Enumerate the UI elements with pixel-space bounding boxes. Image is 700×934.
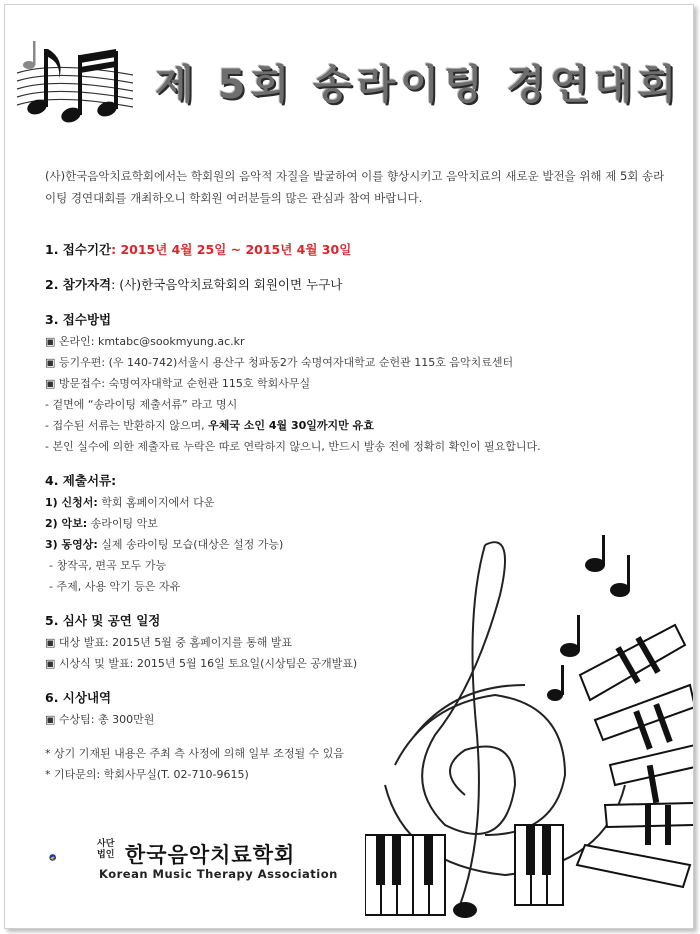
logo-name-english: Korean Music Therapy Association	[99, 867, 338, 881]
period-heading: 1. 접수기간	[45, 242, 112, 257]
intro-paragraph: (사)한국음악치료학회에서는 학회원의 음악적 자질을 발굴하여 이를 향상시키고 음악치료의 새로운 발전을 위해 제 5회 송라이팅 경연대회를 개최하오니 학회원 여러분들의 많은 관심과 참여 바랍니다.	[45, 169, 665, 205]
poster-page	[4, 4, 694, 929]
method-online: ▣ 온라인: kmtabc@sookmyung.ac.kr	[45, 335, 245, 348]
document-text: 실제 송라이팅 모습(대상은 설정 가능)	[97, 538, 284, 551]
method-return-note	[45, 415, 665, 436]
method-mail: ▣ 등기우편: (우 140-742)서울시 용산구 청파동2가 숙명여자대학교 순헌관 115호 음악치료센터	[45, 356, 514, 369]
poster-title: 제 5회 송라이팅 경연대회	[155, 62, 682, 108]
music-notes-illustration	[15, 35, 135, 135]
period-value: 2015년 4월 25일 ~ 2015년 4월 30일	[120, 242, 352, 257]
section-period	[45, 239, 665, 261]
award-item: ▣ 수상팀: 총 300만원	[45, 713, 155, 726]
method-envelope-note: - 겉면에 “송라이팅 제출서류” 라고 명시	[45, 398, 238, 411]
document-sub-note: - 창작곡, 편곡 모두 가능	[49, 559, 167, 572]
eligibility-heading: 2. 참가자격	[45, 277, 112, 292]
schedule-item: ▣ 대상 발표: 2015년 5월 중 홈페이지를 통해 발표	[45, 636, 293, 649]
association-logo	[49, 833, 99, 883]
document-label: 3) 동영상:	[45, 538, 98, 551]
footnote: * 상기 기재된 내용은 주최 측 사정에 의해 일부 조정될 수 있음	[45, 747, 344, 760]
section-eligibility	[45, 274, 665, 296]
return-note-text: - 접수된 서류는 반환하지 않으며,	[45, 419, 209, 432]
logo-prefix-line: 사단	[97, 839, 115, 849]
document-text: 학회 홈페이지에서 다운	[97, 496, 215, 509]
document-application	[45, 492, 665, 513]
document-text: 송라이팅 악보	[87, 517, 158, 530]
logo-prefix-line: 법인	[97, 850, 115, 860]
schedule-item: ▣ 시상식 및 발표: 2015년 5월 16일 토요일(시상팀은 공개발표)	[45, 657, 358, 670]
document-label: 2) 악보:	[45, 517, 88, 530]
logo-prefix	[97, 839, 114, 861]
award-heading: 6. 시상내역	[45, 690, 112, 705]
document-sub-note: - 주제, 사용 악기 등은 자유	[49, 580, 181, 593]
eligibility-value: : (사)한국음악치료학회의 회원이면 누구나	[111, 277, 343, 292]
documents-heading: 4. 제출서류:	[45, 473, 117, 488]
schedule-heading: 5. 심사 및 공연 일정	[45, 613, 161, 628]
logo-name-korean: 한국음악치료학회	[125, 843, 296, 867]
document-label: 1) 신청서:	[45, 496, 98, 509]
footnote: * 기타문의: 학회사무실(T. 02-710-9615)	[45, 768, 249, 781]
treble-clef-piano-illustration	[365, 535, 694, 925]
method-visit: ▣ 방문접수: 숙명여자대학교 순헌관 115호 학회사무실	[45, 377, 311, 390]
method-responsibility-note: - 본인 실수에 의한 제출자료 누락은 따로 연락하지 않으니, 반드시 발송 전에 정확히 확인이 필요합니다.	[45, 440, 541, 453]
method-heading: 3. 접수방법	[45, 312, 112, 327]
return-note-bold: 우체국 소인 4월 30일까지만 유효	[208, 419, 374, 432]
document-score	[45, 513, 665, 534]
period-colon: :	[111, 242, 121, 257]
